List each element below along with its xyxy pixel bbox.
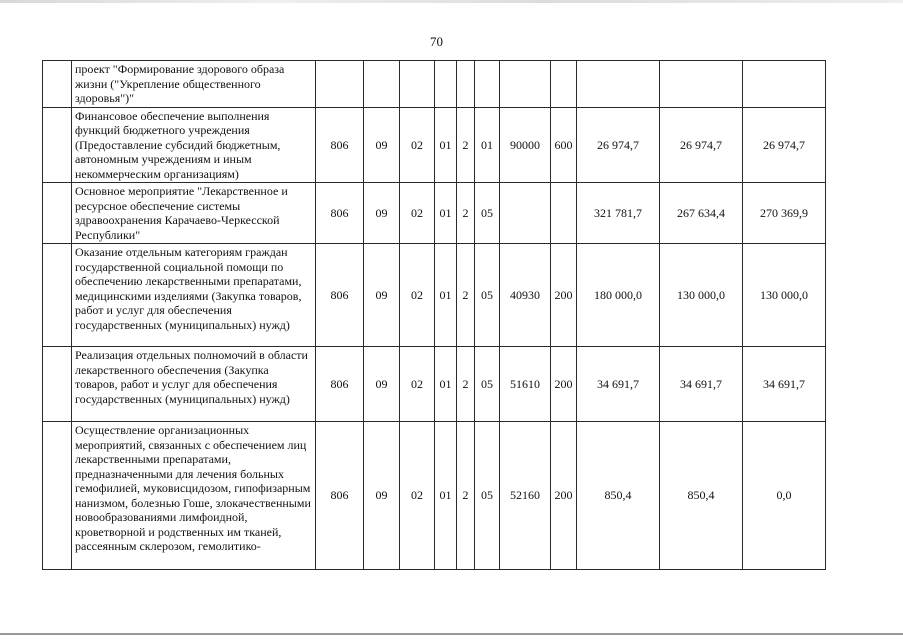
amount-year-1: 850,4	[577, 422, 660, 570]
subprogram-code: 2	[457, 347, 475, 422]
direction-code: 40930	[500, 244, 551, 347]
amount-year-2	[660, 61, 743, 108]
subsection-code: 02	[400, 244, 435, 347]
direction-code	[500, 183, 551, 244]
subsection-code: 02	[400, 183, 435, 244]
section-code: 09	[364, 107, 400, 183]
section-code: 09	[364, 183, 400, 244]
table-row	[43, 183, 826, 244]
page-number: 70	[430, 34, 443, 49]
row-number-cell	[43, 422, 72, 570]
subsection-code: 02	[400, 347, 435, 422]
section-code: 09	[364, 422, 400, 570]
event-code: 05	[475, 183, 500, 244]
program-code: 01	[435, 422, 457, 570]
direction-code: 52160	[500, 422, 551, 570]
program-code: 01	[435, 107, 457, 183]
event-code: 05	[475, 347, 500, 422]
row-number-cell	[43, 183, 72, 244]
amount-year-1: 180 000,0	[577, 244, 660, 347]
section-code	[364, 61, 400, 108]
subsection-code	[400, 61, 435, 108]
item-name: Осуществление организационных мероприятий, связанных с обеспечением лиц лекарственными препаратами, предназначенными для лечения больных гемофилией, муковисцидозом, гипофизарным нанизмом, болезнью Гоше, злокачественными новообразованиями лимфоидной, кроветворной и родственных им тканей, рассеянным склерозом, гемолитико-	[72, 422, 316, 570]
program-code: 01	[435, 244, 457, 347]
ministry-code: 806	[316, 183, 364, 244]
ministry-code: 806	[316, 107, 364, 183]
event-code: 01	[475, 107, 500, 183]
row-number-cell	[43, 107, 72, 183]
ministry-code: 806	[316, 244, 364, 347]
amount-year-3: 34 691,7	[743, 347, 826, 422]
event-code: 05	[475, 422, 500, 570]
direction-code: 90000	[500, 107, 551, 183]
subprogram-code: 2	[457, 422, 475, 570]
subprogram-code: 2	[457, 107, 475, 183]
table-row	[43, 244, 826, 347]
expense-type-code	[551, 61, 577, 108]
table-row	[43, 347, 826, 422]
program-code: 01	[435, 347, 457, 422]
amount-year-2: 850,4	[660, 422, 743, 570]
section-code: 09	[364, 347, 400, 422]
expense-type-code: 200	[551, 244, 577, 347]
expense-type-code	[551, 183, 577, 244]
ministry-code: 806	[316, 347, 364, 422]
item-name: Оказание отдельным категориям граждан государственной социальной помощи по обеспечению лекарственными препаратами, медицинскими изделиями (Закупка товаров, работ и услуг для обеспечения государственных (муниципальных) нужд)	[72, 244, 316, 347]
event-code: 05	[475, 244, 500, 347]
amount-year-3	[743, 61, 826, 108]
ministry-code	[316, 61, 364, 108]
item-name: Реализация отдельных полномочий в области лекарственного обеспечения (Закупка товаров, работ и услуг для обеспечения государственных (муниципальных) нужд)	[72, 347, 316, 422]
amount-year-3: 130 000,0	[743, 244, 826, 347]
subsection-code: 02	[400, 422, 435, 570]
section-code: 09	[364, 244, 400, 347]
expense-type-code: 200	[551, 422, 577, 570]
budget-table	[42, 60, 826, 570]
row-number-cell	[43, 61, 72, 108]
amount-year-1	[577, 61, 660, 108]
amount-year-3: 26 974,7	[743, 107, 826, 183]
row-number-cell	[43, 244, 72, 347]
amount-year-3: 270 369,9	[743, 183, 826, 244]
row-number-cell	[43, 347, 72, 422]
table-row	[43, 107, 826, 183]
amount-year-1: 321 781,7	[577, 183, 660, 244]
scan-bottom-edge	[0, 633, 903, 635]
program-code	[435, 61, 457, 108]
item-name: Финансовое обеспечение выполнения функций бюджетного учреждения (Предоставление субсидий бюджетным, автономным учреждениям и иным некоммерческим организациям)	[72, 107, 316, 183]
amount-year-1: 26 974,7	[577, 107, 660, 183]
table-row	[43, 422, 826, 570]
scan-top-edge	[0, 0, 903, 3]
subprogram-code: 2	[457, 183, 475, 244]
amount-year-3: 0,0	[743, 422, 826, 570]
amount-year-1: 34 691,7	[577, 347, 660, 422]
event-code	[475, 61, 500, 108]
expense-type-code: 200	[551, 347, 577, 422]
ministry-code: 806	[316, 422, 364, 570]
subsection-code: 02	[400, 107, 435, 183]
item-name: Основное мероприятие "Лекарственное и ресурсное обеспечение системы здравоохранения Карачаево-Черкесской Республики"	[72, 183, 316, 244]
item-name: проект "Формирование здорового образа жизни ("Укрепление общественного здоровья")"	[72, 61, 316, 108]
amount-year-2: 34 691,7	[660, 347, 743, 422]
amount-year-2: 130 000,0	[660, 244, 743, 347]
subprogram-code	[457, 61, 475, 108]
program-code: 01	[435, 183, 457, 244]
subprogram-code: 2	[457, 244, 475, 347]
direction-code: 51610	[500, 347, 551, 422]
amount-year-2: 26 974,7	[660, 107, 743, 183]
expense-type-code: 600	[551, 107, 577, 183]
amount-year-2: 267 634,4	[660, 183, 743, 244]
direction-code	[500, 61, 551, 108]
table-row	[43, 61, 826, 108]
